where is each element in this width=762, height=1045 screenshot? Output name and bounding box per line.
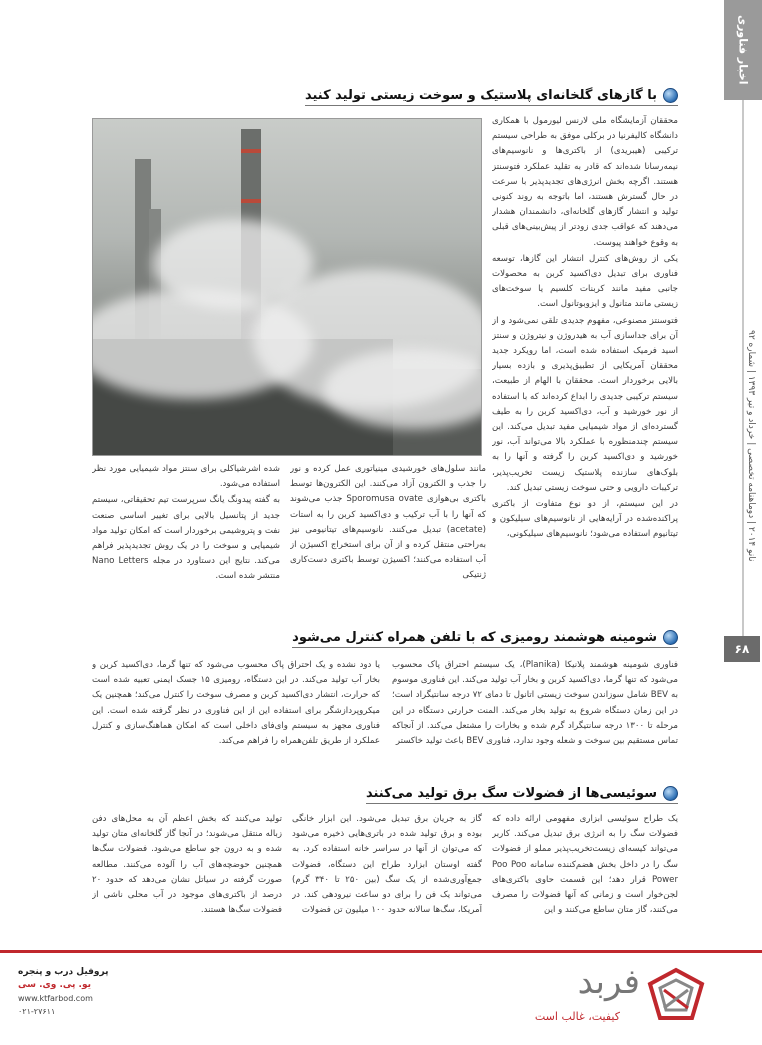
paragraph: تولید می‌کنند که بخش اعظم آن به محل‌های دفن زباله منتقل می‌شوند؛ در آنجا گاز گلخانه‌ای متان تولید شده و به درون جو ساطع می‌شود. فضولات سگ‌ها همچنین حوضچه‌های آب را آلوده می‌کنند. مطالعه صورت گرفته در سیاتل نشان می‌دهد که حدود ۲۰ درصد از باکتری‌های موجود در آب محلی ناشی از فضولات سگ‌ها هستند.: [92, 814, 282, 916]
article3-headline: [366, 786, 678, 804]
advert-line2: یو. پی. وی. سی: [18, 980, 91, 990]
advert-logo: [440, 962, 710, 1032]
article1-column-right: [492, 114, 678, 604]
paragraph: گاز به جریان برق تبدیل می‌شود. این ابزار خانگی بوده و برق تولید شده در باتری‌هایی ذخیره می‌شود که می‌توان از آنها در سراسر خانه استفاده کرد. به گفته اوستان ابزارد طراح این دستگاه، فضولات جمع‌آوری‌شده از یک سگ (بین ۲۵۰ تا ۳۴۰ گرم) می‌تواند یک فن را برای دو ساعت نیرودهی کند. در آمریکا، سگ‌ها سالانه حدود ۱۰۰ میلیون تن فضولات: [292, 814, 482, 916]
section-tab-label: اخبار فناوری: [736, 15, 750, 85]
article1-headline: [305, 88, 678, 106]
article1-title: با گازهای گلخانه‌ای پلاستیک و سوخت زیستی تولید کنید: [304, 88, 657, 103]
paragraph: محققان آزمایشگاه ملی لارنس لیورمول با همکاری دانشگاه کالیفرنیا در برکلی موفق به طراحی سیستم ترکیبی (هیبریدی) از باکتری‌ها و نانوسیم‌های نیمه‌رسانا شده‌اند که قادر به تقلید عملکرد فتوسنتز هستند. اگرچه بخش انرژی‌های تجدیدپذیر با سرعت در حال گسترش هستند، اما باتوجه به روند کنونی تولید و انتشار گازهای گلخانه‌ای، دانشمندان هشدار می‌دهند که عواقب جدی زودتر از پیش‌بینی‌های قبلی به وقوع خواهند پیوست.: [492, 116, 678, 248]
article3-title: سوئیسی‌ها از فضولات سگ برق تولید می‌کنند: [365, 786, 657, 801]
paragraph: یا دود نشده و یک احتراق پاک محسوب می‌شود که تنها گرما، دی‌اکسید کربن و بخار آب تولید می‌کند. در این دستگاه، رومیزی ۱۵ جسک ایمنی تعبیه شده است که حرارت، انتشار دی‌اکسید کربن و مصرف سوخت را کنترل می‌کند؛ همچنین یک میکروپردازشگر برای استفاده این از این فناوری در نظر گرفته شده است. این فناوری مجهز به سیستم وای‌فای داخلی است که امکان هماهنگ‌سازی و کنترل عملکرد از طریق تلفن‌همراه را فراهم می‌کند.: [92, 660, 380, 747]
article1-column-middle: [290, 462, 486, 604]
paragraph: یکی از روش‌های کنترل انتشار این گازها، توسعه فناوری برای تبدیل دی‌اکسید کربن به محصولات جانبی مفید مانند کربنات کلسیم یا سوخت‌های زیستی مانند متانول و ایزوبوتانول است.: [492, 253, 678, 310]
brand-tagline: کیفیت، غالب است: [534, 1010, 620, 1023]
footer-rule: [0, 950, 762, 953]
advert-info: [18, 966, 148, 1018]
paragraph: یک طراح سوئیسی ابزاری مفهومی ارائه داده که فضولات سگ را به انرژی برق تبدیل می‌کند. کاربر می‌تواند کیسه‌ای زیست‌تخریب‌پذیر مملو از فضولات سگ را در داخل بخش هضم‌کننده سامانه Poo Poo Power قرار دهد؛ این قسمت حاوی باکتری‌های لجن‌خوار است و زمانی که آنها فضولات را مصرف می‌کنند، گاز متان ساطع می‌کنند و این: [492, 814, 678, 916]
globe-icon: [663, 630, 678, 645]
paragraph: شده اشرشیاکلی برای سنتز مواد شیمیایی مورد نظر استفاده می‌شود.: [92, 464, 280, 490]
advert-line1: پروفیل درب و پنجره: [18, 967, 109, 977]
article2-title: شومینه هوشمند رومیزی که با تلفن همراه کنترل می‌شود: [292, 630, 657, 645]
globe-icon: [663, 88, 678, 103]
paragraph: مانند سلول‌های خورشیدی مینیاتوری عمل کرده و نور را جذب و الکترون آزاد می‌کنند. این الکترون‌ها توسط باکتری بی‌هوازی Sporomusa ovate جذب می‌شوند که آنها را با آب ترکیب و دی‌اکسید کربن را به استات (acetate) تبدیل می‌کنند. نانوسیم‌های تیتانیومی نیز به‌راحتی منتقل کرده و از آن برای استخراج اکسیژن از آب استفاده می‌کنند؛ اکسیژن توسط باکتری دست‌کاری ژنتیکی: [290, 464, 486, 581]
article2-column-right: [392, 658, 678, 762]
article3-column-right: [492, 812, 678, 936]
page-number: ۶۸: [724, 636, 760, 662]
brand-mark-icon: [646, 966, 706, 1022]
article1-photo: [92, 118, 482, 456]
paragraph: به گفته پیدونگ یانگ سرپرست تیم تحقیقاتی، سیستم جدید از پتانسیل بالایی برای تغییر اساسی صنعت نفت و پتروشیمی برخوردار است که امکان تولید مواد شیمیایی و سوخت را در یک روش تجدیدپذیر فراهم می‌کند. نتایج این دستاورد در مجله Nano Letters منتشر شده است.: [92, 495, 280, 582]
article3-column-left: [92, 812, 282, 936]
advert-website[interactable]: www.ktfarbod.com: [18, 994, 93, 1003]
advert-phone: ۰۲۱-۲۷۶۱۱: [18, 1007, 56, 1016]
article2-column-left: [92, 658, 380, 762]
globe-icon: [663, 786, 678, 801]
paragraph: فتوسنتز مصنوعی، مفهوم جدیدی تلقی نمی‌شود و از آن برای جداسازی آب به هیدروژن و نیتروژن و سنتز اسید فرمیک استفاده شده است، اما رویکرد جدید محققان آمریکایی از تطبیق‌پذیری و بازده بسیار بالایی برخوردار است. محققان با الهام از طبیعت، سیستم ترکیبی جدیدی را ابداع کرده‌اند که با استفاده از نور خورشید و آب، دی‌اکسید کربن را به طیف گسترده‌ای از مواد شیمیایی مفید تبدیل می‌کند. این سیستم چندمنظوره با عملکرد بالا می‌تواند آب، نور خورشید و دی‌اکسید کربن را گرفته و آنها را به بلوک‌های سازنده پلاستیک زیست تخریب‌پذیر، ترکیبات دارویی و حتی سوخت زیستی تبدیل کند.: [492, 315, 678, 493]
brand-name: فربد: [577, 962, 640, 1002]
side-rule: [742, 100, 744, 660]
article2-headline: [292, 630, 678, 648]
article3-column-middle: [292, 812, 482, 936]
issue-note: نانو ۲۰۱۴ | دوماهنامه تخصصی | خرداد و تیر ۱۳۹۳ | شماره ۹۲: [746, 330, 756, 562]
paragraph: در این سیستم، از دو نوع متفاوت از باکتری پراکنده‌شده در آرایه‌هایی از نانوسیم‌های سیلیکون و تیتانیوم استفاده می‌شود؛ نانوسیم‌های سیلیکونی،: [492, 499, 678, 540]
paragraph: فناوری شومینه هوشمند پلانیکا (Planika)، یک سیستم احتراق پاک محسوب می‌شود که تنها گرما، دی‌اکسید کربن و بخار آب تولید می‌کند. این فناوری موسوم به BEV شامل سوزاندن سوخت زیستی اتانول تا دمای ۷۲ درجه سانتیگراد است؛ در این زمان دستگاه شروع به تولید بخار می‌کند. المنت حرارتی دستگاه در این مرحله تا ۱۳۰۰ درجه سانتیگراد گرم شده و بخارات را مشتعل می‌کند. از آنجاکه تماس مستقیم بین سوخت و شعله وجود ندارد، فناوری BEV باعث تولید خاکستر: [392, 660, 678, 747]
section-tab: [724, 0, 762, 100]
article1-column-left: [92, 462, 280, 604]
